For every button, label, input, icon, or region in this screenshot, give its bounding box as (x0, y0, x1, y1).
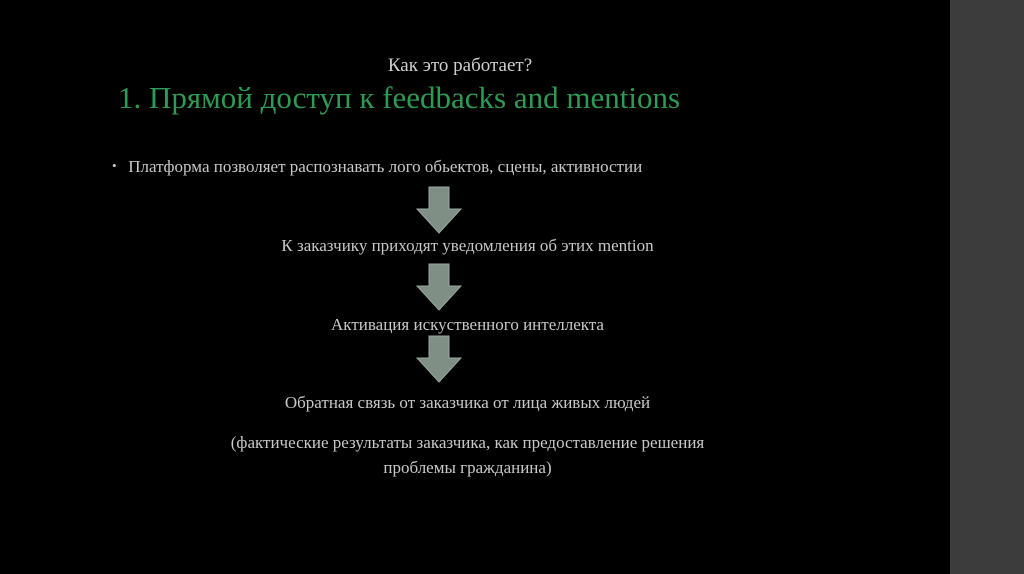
bullet-text: Платформа позволяет распознавать лого обьектов, сцены, активностии (128, 157, 643, 176)
results-note (0, 430, 935, 480)
results-note-line-2: проблемы гражданина) (383, 458, 552, 477)
side-panel (950, 0, 1024, 574)
bullet-marker: • (112, 158, 117, 173)
results-note-line-1: (фактические результаты заказчика, как предоставление решения (230, 433, 705, 452)
down-arrow-icon (416, 186, 462, 234)
step-notification: К заказчику приходят уведомления об этих mention (281, 236, 654, 255)
down-arrow-icon (416, 335, 462, 383)
slide-subtitle: Как это работает? (387, 55, 533, 76)
bullet-item (112, 157, 642, 177)
step-feedback: Обратная связь от заказчика от лица живых людей (284, 393, 651, 412)
down-arrow-icon (416, 263, 462, 311)
slide-title: 1. Прямой доступ к feedbacks and mentions (118, 80, 681, 115)
step-ai-activation: Активация искуственного интеллекта (331, 315, 604, 334)
